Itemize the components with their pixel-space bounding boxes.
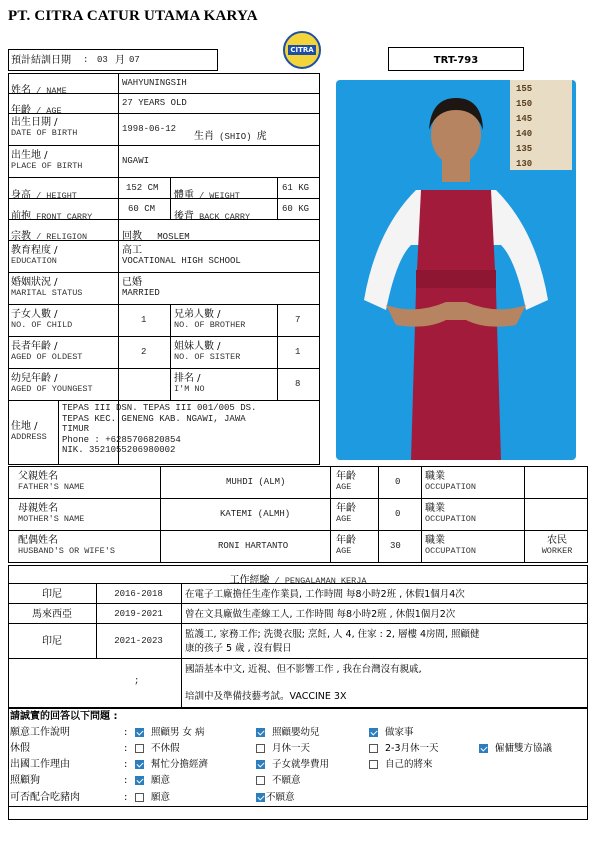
- checkbox[interactable]: [256, 728, 265, 737]
- oldest-label: 長者年齡 / AGED OF OLDEST: [11, 341, 83, 362]
- religion-label: 宗教 / RELIGION: [11, 231, 88, 242]
- questions-title: 請誠實的回答以下問題 :: [10, 711, 118, 722]
- checkbox[interactable]: [256, 760, 265, 769]
- education-label: 教育程度 / EDUCATION: [11, 245, 58, 266]
- checkbox[interactable]: [256, 776, 265, 785]
- age-label: 年齡 / AGE: [11, 105, 62, 116]
- checkbox[interactable]: [135, 728, 144, 737]
- person-figure: [336, 80, 576, 460]
- checkbox[interactable]: [369, 760, 378, 769]
- shio: 生肖 (SHIO) 虎: [194, 131, 267, 142]
- back-carry-value: 60 KG: [282, 204, 310, 214]
- religion-value: 回教 MOSLEM: [122, 231, 190, 242]
- marital-value: 已婚 MARRIED: [122, 277, 160, 298]
- pob-value: NGAWI: [122, 156, 150, 166]
- work-extra-mark: ;: [134, 676, 140, 686]
- scale-mark: 130: [516, 159, 533, 169]
- checkbox[interactable]: [135, 760, 144, 769]
- youngest-label: 幼兒年齡 / AGED OF YOUNGEST: [11, 373, 93, 394]
- children-label: 子女人數 / NO. OF CHILD: [11, 309, 73, 330]
- logo-text: CITRA: [288, 45, 316, 55]
- date-row: [8, 49, 218, 71]
- address-value: TEPAS III DSN. TEPAS III 001/005 DS. TEPAS KEC. GENENG KAB. NGAWI, JAWA TIMUR Phone : +6285706820854 NIK. 3521055206980002: [62, 403, 257, 455]
- checkbox[interactable]: [135, 776, 144, 785]
- brothers-label: 兄弟人數 / NO. OF BROTHER: [174, 309, 246, 330]
- work-extra-line: 培訓中及準備技藝考試。VACCINE 3X: [185, 691, 347, 702]
- name-label: 姓名 / NAME: [11, 85, 67, 96]
- checkbox[interactable]: [369, 744, 378, 753]
- dob-label: 出生日期 / DATE OF BIRTH: [11, 117, 78, 138]
- rank-label: 排名 / I'M NO: [174, 373, 205, 394]
- front-carry-value: 60 CM: [128, 204, 156, 214]
- scale-mark: 150: [516, 99, 533, 109]
- scale-mark: 140: [516, 129, 533, 139]
- children-value: 1: [141, 315, 147, 325]
- citra-logo: [283, 31, 321, 69]
- company-name: PT. CITRA CATUR UTAMA KARYA: [8, 8, 258, 24]
- back-carry-label: 後背 BACK CARRY: [174, 211, 251, 222]
- sisters-label: 姐妹人數 / NO. OF SISTER: [174, 341, 241, 362]
- brothers-value: 7: [295, 315, 301, 325]
- age-value: 27 YEARS OLD: [122, 98, 187, 108]
- checkbox[interactable]: [256, 744, 265, 753]
- oldest-value: 2: [141, 347, 147, 357]
- worker-photo: [336, 80, 576, 460]
- date-label: 預計結訓日期: [11, 55, 71, 66]
- scale-mark: 135: [516, 144, 533, 154]
- scale-mark: 145: [516, 114, 533, 124]
- weight-value: 61 KG: [282, 183, 310, 193]
- checkbox[interactable]: [135, 793, 144, 802]
- checkbox[interactable]: [135, 744, 144, 753]
- work-extra-line: 國語基本中文, 近視、但不影響工作 , 我在台灣沒有親戚,: [185, 664, 422, 675]
- weight-label: 體重 / WEIGHT: [174, 190, 240, 201]
- rank-value: 8: [295, 379, 301, 389]
- name-value: WAHYUNINGSIH: [122, 78, 187, 88]
- work-title: 工作經驗 / PENGALAMAN KERJA: [229, 575, 367, 586]
- education-value: 高工 VOCATIONAL HIGH SCHOOL: [122, 245, 241, 266]
- worker-code: TRT-793: [433, 55, 479, 66]
- date-month-unit: 月: [115, 55, 125, 66]
- date-day: 07: [129, 55, 140, 65]
- checkbox[interactable]: [256, 793, 265, 802]
- date-colon: :: [83, 55, 89, 65]
- checkbox[interactable]: [479, 744, 488, 753]
- marital-label: 婚姻狀況 / MARITAL STATUS: [11, 277, 83, 298]
- pob-label: 出生地 / PLACE OF BIRTH: [11, 150, 83, 171]
- date-month: 03: [97, 55, 108, 65]
- scale-mark: 155: [516, 84, 533, 94]
- height-label: 身高 / HEIGHT: [11, 190, 77, 201]
- dob-value: 1998-06-12: [122, 124, 177, 134]
- sisters-value: 1: [295, 347, 301, 357]
- checkbox[interactable]: [369, 728, 378, 737]
- front-carry-label: 前抱 FRONT CARRY: [11, 211, 93, 222]
- code-box: [388, 47, 524, 71]
- height-value: 152 CM: [126, 183, 159, 193]
- address-label: 住地 / ADDRESS: [11, 421, 47, 442]
